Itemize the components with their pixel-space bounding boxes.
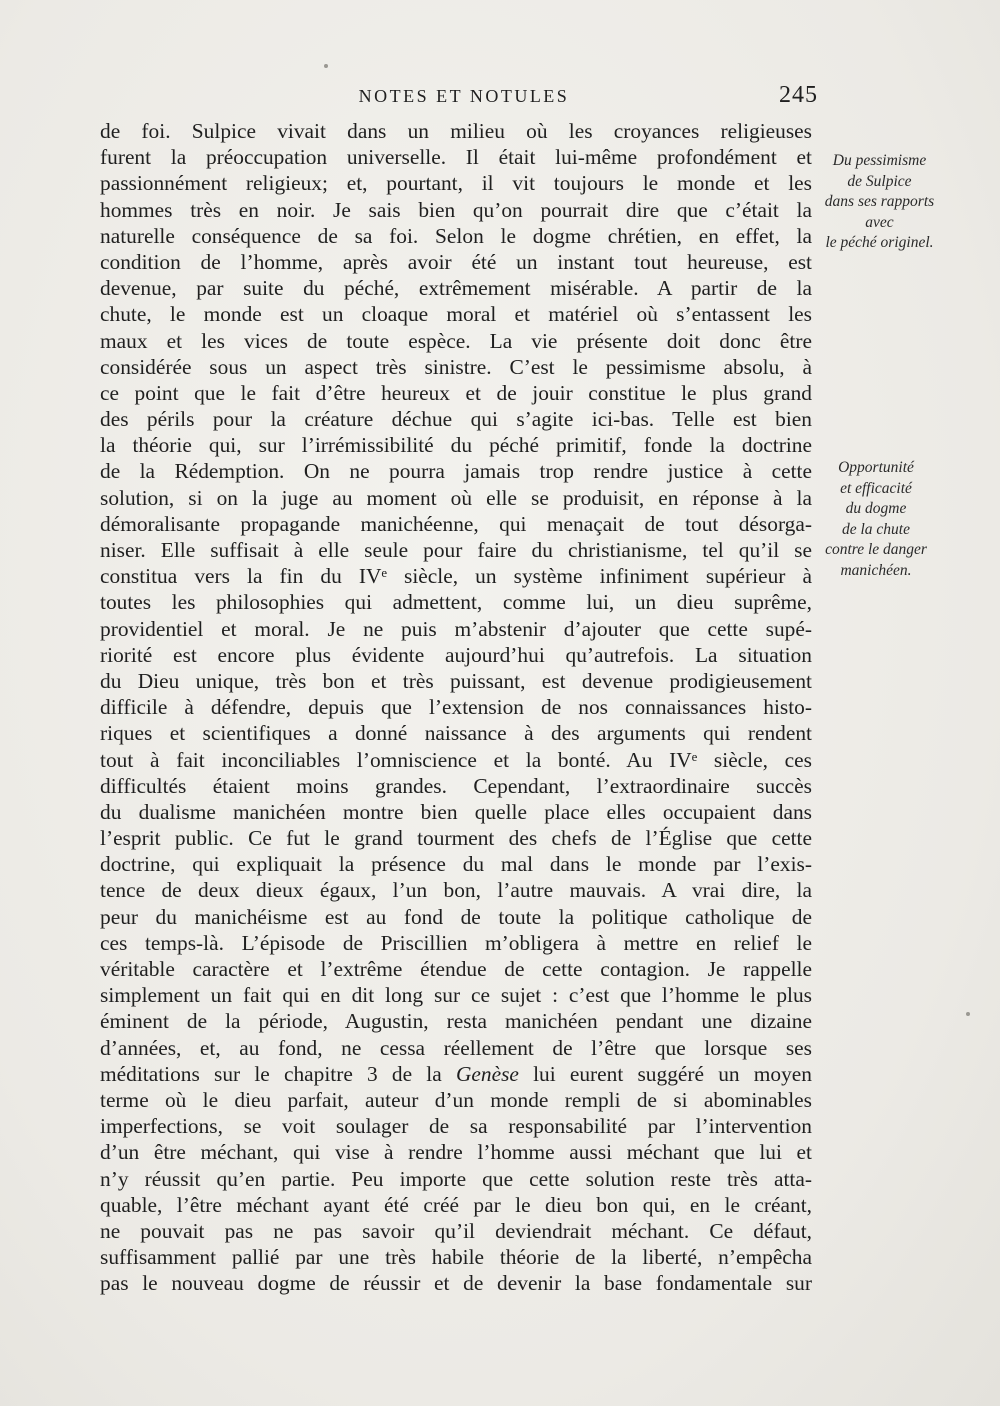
margin-note-line: de la chute xyxy=(841,520,910,538)
text-line: véritable caractère et l’extrême étendue de cette contagion. Je rappelle xyxy=(100,957,812,981)
text-line: difficultés étaient moins grandes. Cependant, l’extraordinaire succès xyxy=(100,773,812,798)
margin-note-line: dans ses rapports xyxy=(824,193,935,210)
text-line: la théorie qui, sur l’irrémissibilité du péché primitif, fonde la doctrine xyxy=(100,433,812,458)
text-line: riorité est encore plus évidente aujourd’hui qu’autrefois. La situation xyxy=(100,642,812,667)
margin-note-line: du dogme xyxy=(845,500,907,517)
margin-note-opportunity xyxy=(806,458,946,581)
text-line: l’esprit public. Ce fut le grand tourment des chefs de l’Église que cette xyxy=(100,826,812,851)
text-line: ce point que le fait d’être heureux et de jouir constitue le plus grand xyxy=(100,380,812,405)
text-line: pas le nouveau dogme de réussir et de devenir la base fondamentale sur xyxy=(100,1271,812,1296)
running-title: NOTES ET NOTULES xyxy=(358,86,570,106)
text-line: toutes les philosophies qui admettent, comme lui, un dieu suprême, xyxy=(100,590,812,615)
text-line: démoralisante propagande manichéenne, qui menaçait de tout désorga- xyxy=(100,511,812,536)
text-line: maux et les vices de toute espèce. La vie présente doit donc être xyxy=(100,328,812,353)
text-line: simplement un fait qui en dit long sur ce sujet : c’est que l’homme le plus xyxy=(100,983,812,1008)
text-line: tout à fait inconciliables l’omniscience et la bonté. Au IVᵉ siècle, ces xyxy=(100,747,812,772)
margin-note-line: le péché originel. xyxy=(825,234,934,251)
text-line: méditations sur le chapitre 3 de la Genèse lui eurent suggéré un moyen xyxy=(100,1061,812,1086)
margin-note-line: contre le danger xyxy=(825,541,927,558)
text-line: de la Rédemption. On ne pourra jamais trop rendre justice à cette xyxy=(100,459,812,484)
text-line: imperfections, se voit soulager de sa responsabilité par l’intervention xyxy=(100,1114,812,1139)
text-line: ces temps-là. L’épisode de Priscillien m’obligera à mettre en relief le xyxy=(100,930,812,955)
margin-note-pessimism xyxy=(812,151,947,254)
text-line: du dualisme manichéen montre bien quelle place elles occupaient dans xyxy=(100,799,812,824)
text-line: providentiel et moral. Je ne puis m’abstenir d’ajouter que cette supé- xyxy=(100,616,812,641)
text-line: considérée sous un aspect très sinistre. C’est le pessimisme absolu, à xyxy=(100,354,812,379)
text-line: furent la préoccupation universelle. Il était lui-même profondément et xyxy=(100,145,812,170)
text-line: suffisamment pallié par une très habile théorie de la liberté, n’empêcha xyxy=(100,1245,812,1270)
text-line: éminent de la période, Augustin, resta manichéen pendant une dizaine xyxy=(100,1009,812,1034)
margin-note-line: avec xyxy=(865,213,894,231)
paper-speck xyxy=(966,1012,970,1016)
margin-note-line: de Sulpice xyxy=(847,172,912,190)
text-line: peur du manichéisme est au fond de toute la politique catholique de xyxy=(100,904,812,929)
body-text xyxy=(100,118,812,1296)
page-number: 245 xyxy=(779,82,818,108)
text-line: ne pouvait pas ne pas savoir qu’il deviendrait méchant. Ce défaut, xyxy=(100,1218,812,1243)
margin-note-line: Du pessimisme xyxy=(832,152,927,169)
text-line: du Dieu unique, très bon et très puissant, est devenue prodigieusement xyxy=(100,668,812,693)
text-line: des périls pour la créature déchue qui s’agite ici-bas. Telle est bien xyxy=(100,407,812,432)
text-line: tence de deux dieux égaux, l’un bon, l’autre mauvais. A vrai dire, la xyxy=(100,878,812,903)
margin-note-line: Opportunité xyxy=(838,459,914,476)
paper-speck xyxy=(324,64,328,68)
text-line: chute, le monde est un cloaque moral et matériel où s’entassent les xyxy=(100,302,812,327)
text-line: constitua vers la fin du IVᵉ siècle, un système infiniment supérieur à xyxy=(100,564,812,589)
margin-note-line: et efficacité xyxy=(840,479,912,497)
text-line: doctrine, qui expliquait la présence du mal dans le monde par l’exis- xyxy=(100,852,812,877)
book-title-italic: Genèse xyxy=(455,1061,519,1086)
text-line: n’y réussit qu’en partie. Peu importe que cette solution reste très atta- xyxy=(100,1166,812,1191)
text-line: naturelle conséquence de sa foi. Selon le dogme chrétien, en effet, la xyxy=(100,223,812,248)
text-line: terme où le dieu parfait, auteur d’un monde rempli de si abominables xyxy=(100,1087,812,1112)
text-line: devenue, par suite du péché, extrêmement misérable. A partir de la xyxy=(100,276,812,301)
text-line: hommes très en noir. Je sais bien qu’on pourrait dire que c’était la xyxy=(100,197,812,222)
text-line: passionnément religieux; et, pourtant, il vit toujours le monde et les xyxy=(100,171,812,196)
text-line: d’années, et, au fond, ne cessa réellement de l’être que lorsque ses xyxy=(100,1035,812,1060)
text-line: niser. Elle suffisait à elle seule pour faire du christianisme, tel qu’il se xyxy=(100,538,812,562)
text-line: d’un être méchant, qui vise à rendre l’homme aussi méchant que lui et xyxy=(100,1140,812,1165)
margin-note-line: manichéen. xyxy=(840,561,912,579)
text-line: de foi. Sulpice vivait dans un milieu où les croyances religieuses xyxy=(100,119,812,143)
text-line: difficile à défendre, depuis que l’extension de nos connaissances histo- xyxy=(100,695,812,720)
text-line: condition de l’homme, après avoir été un instant tout heureuse, est xyxy=(100,249,812,274)
text-line: quable, l’être méchant ayant été créé par le dieu bon qui, en le créant, xyxy=(100,1192,812,1217)
text-line: solution, si on la juge au moment où elle se produisit, en réponse à la xyxy=(100,485,812,510)
page-header xyxy=(108,84,820,114)
text-line: riques et scientifiques a donné naissance à des arguments qui rendent xyxy=(100,721,812,746)
